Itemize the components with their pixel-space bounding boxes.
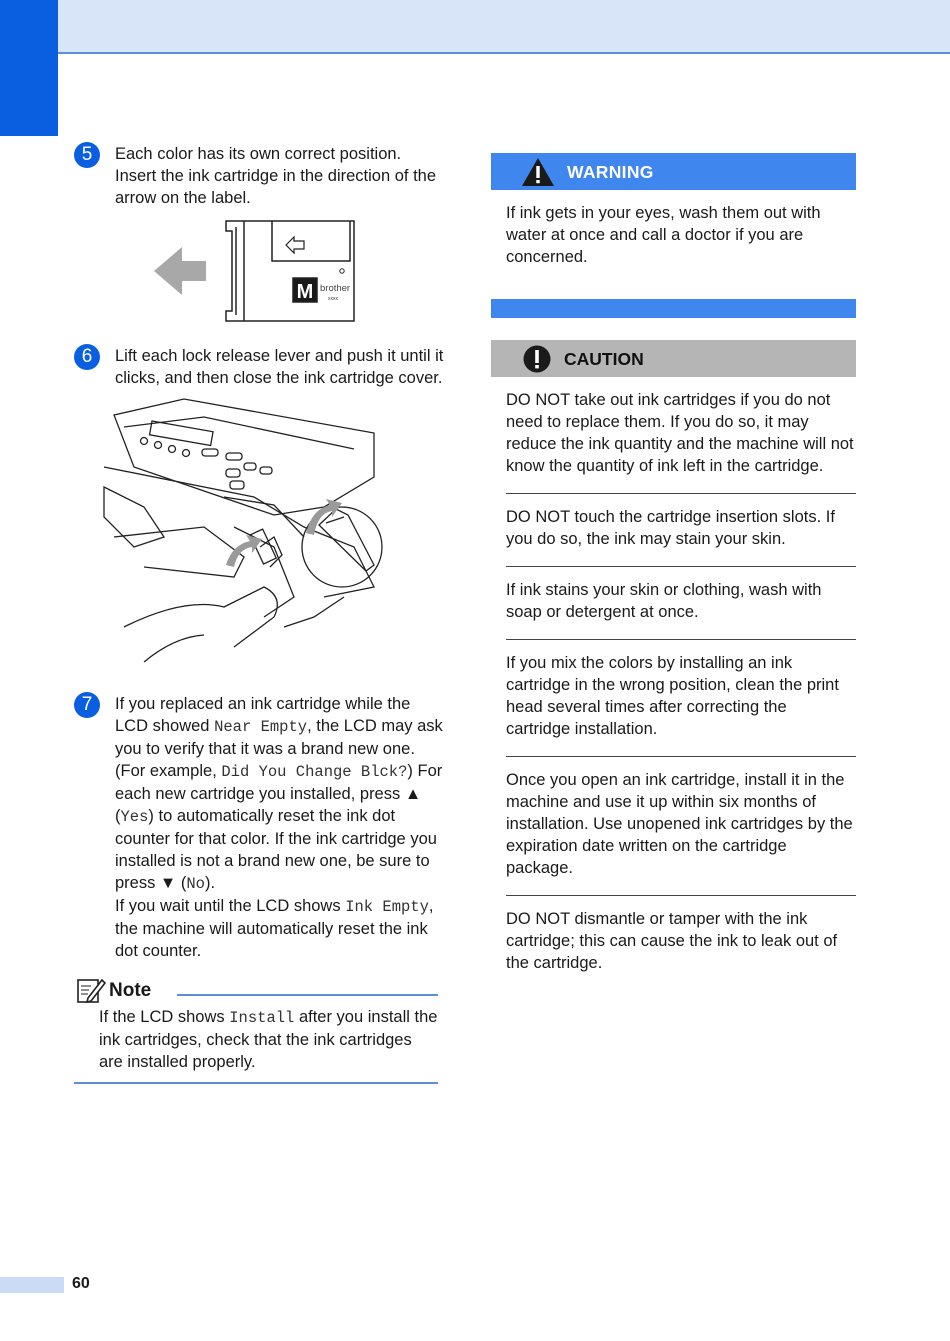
step-6 <box>74 345 444 389</box>
caution-item: If you mix the colors by installing an ink cartridge in the wrong position, clean the print head several times after correcting the cartridge installation. <box>506 640 856 757</box>
ink-cartridge <box>226 221 354 321</box>
warning-title: WARNING <box>567 162 654 182</box>
lcd-message: Ink Empty <box>345 898 429 916</box>
page-number: 60 <box>72 1275 90 1292</box>
step-text: Lift each lock release lever and push it until it clicks, and then close the ink cartridge cover. <box>115 347 444 387</box>
step-number: 5 <box>74 142 100 168</box>
lcd-message: Install <box>229 1009 295 1027</box>
caution-title: CAUTION <box>564 349 644 369</box>
step-text: Each color has its own correct position. Insert the ink cartridge in the direction of the arrow on the label. <box>115 145 437 207</box>
warning-text: If ink gets in your eyes, wash them out with water at once and call a doctor if you are concerned. <box>506 204 821 266</box>
header-band <box>0 0 950 54</box>
note-title: Note <box>109 980 152 1001</box>
step-text: If you replaced an ink cartridge while the LCD showed Near Empty, the LCD may ask you to verify that it was a brand new one. (For example, Did You Change Blck?) For each new cartridge you installed, press ▲ (Yes) to automatically reset the ink dot counter for that color. If the ink cartridge you installed is not a brand new one, be sure to press ▼ (No). If you wait until the LCD shows Ink Empty, the machine will automatically reset the ink dot counter. <box>115 695 443 960</box>
warning-header <box>491 153 856 190</box>
lcd-message: Near Empty <box>214 718 308 736</box>
cartridge-brand: brother <box>320 283 351 294</box>
step-5 <box>74 143 444 209</box>
left-column <box>74 143 444 1084</box>
warning-triangle-icon <box>521 157 555 187</box>
cartridge-code: xxxx <box>328 296 338 302</box>
lcd-message: No <box>186 875 205 893</box>
cartridge-letter: M <box>296 281 314 303</box>
left-arrow-icon <box>154 247 206 295</box>
lock-lever-illustration <box>74 397 444 667</box>
chapter-tab <box>0 0 58 136</box>
caution-header <box>491 340 856 377</box>
warning-footer-bar <box>491 299 856 318</box>
caution-exclamation-icon <box>522 345 552 373</box>
step-number: 7 <box>74 692 100 718</box>
lcd-message: Yes <box>120 808 149 826</box>
caution-item: Once you open an ink cartridge, install it in the machine and use it up within six months of installation. Use unopened ink cartridges by the expiration date written on the cartridge package. <box>506 757 856 896</box>
footer-band <box>0 1277 64 1293</box>
right-column <box>491 153 856 990</box>
step-number: 6 <box>74 344 100 370</box>
caution-item: DO NOT take out ink cartridges if you do not need to replace them. If you do so, it may reduce the ink quantity and the machine will not know the quantity of ink left in the cartridge. <box>506 377 856 494</box>
note-rule <box>177 994 438 996</box>
lcd-message: Did You Change Blck? <box>221 763 408 781</box>
note-bottom-rule <box>74 1082 438 1084</box>
cartridge-insert-illustration <box>74 217 444 329</box>
step-7 <box>74 693 444 962</box>
note-text: If the LCD shows Install after you install the ink cartridges, check that the ink cartridges are installed properly. <box>99 1008 438 1071</box>
note-header <box>74 976 444 1006</box>
caution-item: If ink stains your skin or clothing, wash with soap or detergent at once. <box>506 567 856 640</box>
caution-item: DO NOT dismantle or tamper with the ink cartridge; this can cause the ink to leak out of the cartridge. <box>506 910 838 972</box>
note-pencil-icon <box>76 976 106 1004</box>
caution-item: DO NOT touch the cartridge insertion slots. If you do so, the ink may stain your skin. <box>506 494 856 567</box>
